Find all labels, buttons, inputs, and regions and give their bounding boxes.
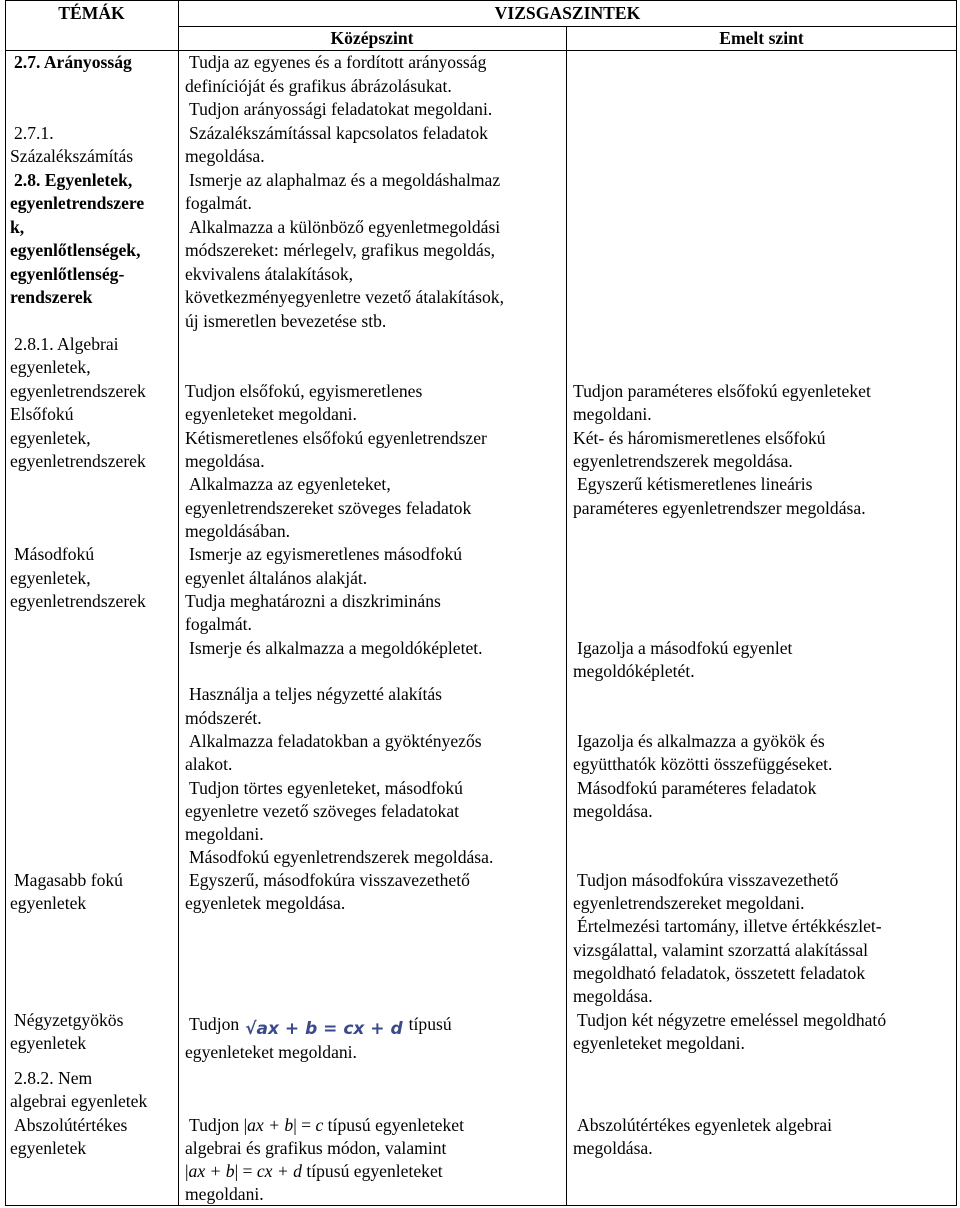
kozep-text-line: Tudjon törtes egyenleteket, másodfokú [189,778,463,798]
emelt-text-line: Tudjon másodfokúra visszavezethető [577,870,839,890]
kozep-text-line: egyenletek megoldása. [185,893,346,913]
kozep-text-line: Tudjon elsőfokú, egyismeretlenes [185,381,423,401]
kozep-sqrt-equation-line [189,1013,452,1041]
sqrt-equation-formula [245,1018,402,1041]
emelt-text-line: megoldani. [573,404,652,424]
kozep-text-fragment: típusú egyenleteket [327,1115,464,1135]
kozep-text-line: Ismerje és alkalmazza a megoldóképletet. [189,638,483,658]
emelt-text-line: Két- és háromismeretlenes elsőfokú [573,428,826,448]
column-divider-topics [178,0,179,1206]
kozep-text-line: Ismerje az alaphalmaz és a megoldáshalmaz [189,170,501,190]
emelt-text-line: Egyszerű kétismeretlenes lineáris [577,474,813,494]
topic-egyenletek-line4: egyenlőtlenségek, [10,240,141,260]
kozep-text-line: ekvivalens átalakítások, [185,264,354,284]
kozep-text-line: definícióját és grafikus ábrázolásukat. [185,76,452,96]
emelt-text-line: megoldóképletét. [573,661,695,681]
topic-nem-algebrai-line1: 2.8.2. Nem [14,1068,93,1088]
topic-negyzetgyokos-line2: egyenletek [10,1033,87,1053]
kozep-text-line: megoldásában. [185,521,291,541]
topic-aranyossag: 2.7. Arányosság [14,52,132,72]
kozep-text-fragment: Tudjon [189,1014,240,1034]
topic-magasabb-line1: Magasabb fokú [14,870,123,890]
emelt-text-line: Tudjon két négyzetre emeléssel megoldható [577,1010,887,1030]
kozep-text-line: módszereket: mérlegelv, grafikus megoldás, [185,240,496,260]
kozep-text-fragment: | = [234,1161,253,1181]
emelt-text-line: Tudjon paraméteres elsőfokú egyenleteket [573,381,871,401]
kozep-text-line: következményegyenletre vezető átalakítások, [185,287,504,307]
kozep-abs-equation-line-2 [185,1160,443,1183]
kozep-text-line: Tudjon arányossági feladatokat megoldani. [189,99,493,119]
kozep-text-line: Alkalmazza az egyenleteket, [189,474,391,494]
kozep-text-line: egyenletre vezető szöveges feladatokat [185,801,460,821]
kozep-text-fragment: | [185,1161,189,1181]
kozep-text-line: Egyszerű, másodfokúra visszavezethető [189,870,470,890]
kozep-math-expr: cx + d [256,1161,302,1181]
kozep-text-line: algebrai és grafikus módon, valamint [185,1138,447,1158]
kozep-text-line: Alkalmazza feladatokban a gyöktényezős [189,731,482,751]
emelt-text-line: vizsgálattal, valamint szorzattá alakítással [573,940,869,960]
topic-magasabb-line2: egyenletek [10,893,87,913]
kozep-text-line: módszerét. [185,708,262,728]
header-temak: TÉMÁK [58,3,125,23]
topic-negyzetgyokos-line1: Négyzetgyökös [14,1010,124,1030]
kozep-text-line: új ismeretlen bevezetése stb. [185,311,387,331]
header-kozepszint: Középszint [330,28,414,48]
topic-abszolut-line1: Abszolútértékes [14,1115,128,1135]
topic-algebrai-line1: 2.8.1. Algebrai [14,334,119,354]
kozep-math-expr: ax + b [188,1161,235,1181]
kozep-text-fragment: Tudjon | [189,1115,248,1135]
header-vizsgaszintek: VIZSGASZINTEK [494,3,641,23]
topic-elsofoku-line3: egyenletrendszerek [10,451,146,471]
topic-egyenletek-line6: rendszerek [10,287,93,307]
emelt-text-line: paraméteres egyenletrendszer megoldása. [573,498,866,518]
emelt-text-line: megoldása. [573,1138,653,1158]
topic-masodfoku-line1: Másodfokú [14,544,95,564]
emelt-text-line: megoldható feladatok, összetett feladatok [573,963,866,983]
kozep-text-line: egyenlet általános alakját. [185,568,368,588]
kozep-math-expr: c [315,1115,324,1135]
kozep-text-line: Ismerje az egyismeretlenes másodfokú [189,544,463,564]
topic-masodfoku-line3: egyenletrendszerek [10,591,146,611]
emelt-text-line: Másodfokú paraméteres feladatok [577,778,817,798]
topic-elsofoku-line1: Elsőfokú [10,404,74,424]
kozep-text-fragment: típusú egyenleteket [306,1161,443,1181]
emelt-text-line: megoldása. [573,986,653,1006]
kozep-text-line: Százalékszámítással kapcsolatos feladatok [189,123,488,143]
kozep-text-line: Alkalmazza a különböző egyenletmegoldási [189,217,501,237]
emelt-text-line: egyenleteket megoldani. [573,1033,745,1053]
topic-abszolut-line2: egyenletek [10,1138,87,1158]
kozep-text-line: Tudja az egyenes és a fordított arányosság [189,52,487,72]
topic-algebrai-line2: egyenletek, [10,357,91,377]
kozep-text-line: Kétismeretlenes elsőfokú egyenletrendszer [185,428,487,448]
kozep-text-line: megoldása. [185,451,265,471]
kozep-text-fragment: típusú [408,1014,452,1034]
emelt-text-line: megoldása. [573,801,653,821]
kozep-text-line: megoldása. [185,146,265,166]
kozep-abs-equation-line [189,1114,464,1137]
emelt-text-line: egyenletrendszereket megoldani. [573,893,805,913]
kozep-text-line: alakot. [185,754,233,774]
column-divider-levels [566,26,567,1206]
kozep-text-line: egyenleteket megoldani. [185,1042,357,1062]
kozep-text-line: fogalmát. [185,614,252,634]
kozep-text-line: Használja a teljes négyzetté alakítás [189,684,443,704]
sqrt-equation-text: √ax + b = cx + d [245,1019,403,1039]
topic-egyenletek-line2: egyenletrendszere [10,193,145,213]
topic-egyenletek-line5: egyenlőtlenség- [10,264,125,284]
kozep-text-line: megoldani. [185,1184,264,1204]
topic-egyenletek-line1: 2.8. Egyenletek, [14,170,133,190]
emelt-text-line: együtthatók közötti összefüggéseket. [573,754,833,774]
kozep-text-fragment: | = [293,1115,312,1135]
topic-nem-algebrai-line2: algebrai egyenletek [10,1091,148,1111]
emelt-text-line: Értelmezési tartomány, illetve értékkészlet- [577,916,882,936]
kozep-text-line: egyenletrendszereket szöveges feladatok [185,498,472,518]
emelt-text-line: Abszolútértékes egyenletek algebrai [577,1115,832,1135]
topic-algebrai-line3: egyenletrendszerek [10,381,146,401]
emelt-text-line: egyenletrendszerek megoldása. [573,451,793,471]
kozep-text-line: egyenleteket megoldani. [185,404,357,424]
topic-szazalekszamitas: Százalékszámítás [10,146,134,166]
kozep-text-line: Másodfokú egyenletrendszerek megoldása. [189,847,494,867]
topic-elsofoku-line2: egyenletek, [10,428,91,448]
kozep-text-line: megoldani. [185,824,264,844]
kozep-text-line: fogalmát. [185,193,252,213]
emelt-text-line: Igazolja a másodfokú egyenlet [577,638,793,658]
header-emelt-szint: Emelt szint [719,28,804,48]
emelt-text-line: Igazolja és alkalmazza a gyökök és [577,731,825,751]
topic-szazalekszamitas-number: 2.7.1. [14,123,54,143]
kozep-text-line: Tudja meghatározni a diszkrimináns [185,591,441,611]
kozep-math-expr: ax + b [247,1115,294,1135]
topic-masodfoku-line2: egyenletek, [10,568,91,588]
topic-egyenletek-line3: k, [10,217,25,237]
